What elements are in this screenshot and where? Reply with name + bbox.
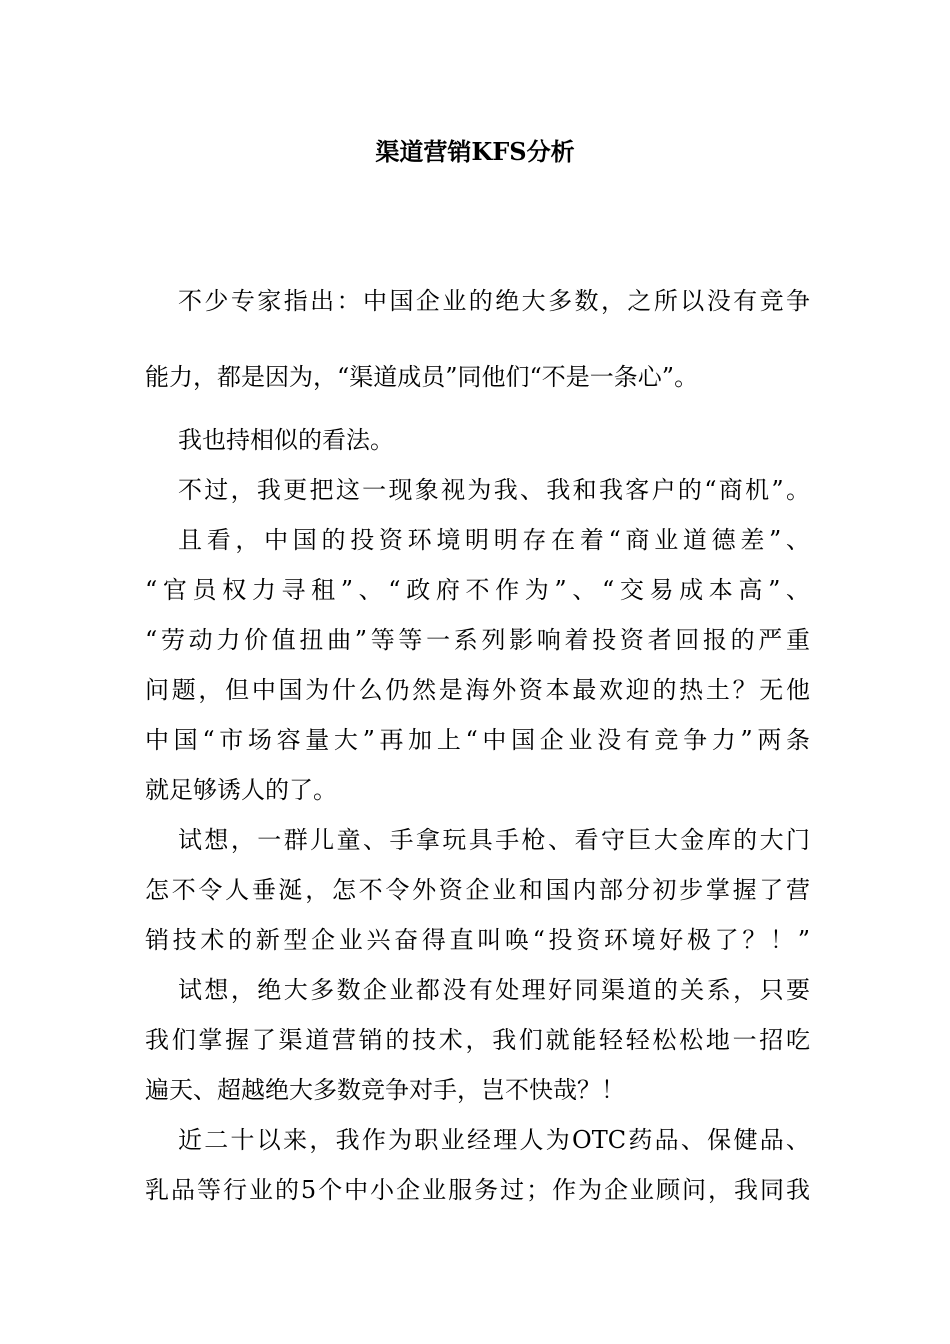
paragraph-line: 不过，我更把这一现象视为我、我和我客户的“商机”。 [178,476,810,504]
paragraph-line: 乳品等行业的5个中小企业服务过；作为企业顾问，我同我 [145,1176,810,1204]
paragraph-line: 近二十以来，我作为职业经理人为OTC药品、保健品、 [178,1126,810,1154]
paragraph-line: “官员权力寻租”、“政府不作为”、“交易成本高”、 [145,576,810,604]
paragraph-line: 试想，绝大多数企业都没有处理好同渠道的关系，只要 [178,976,810,1004]
paragraph-line: 能力，都是因为，“渠道成员”同他们“不是一条心”。 [145,363,699,391]
paragraph-line: “劳动力价值扭曲”等等一系列影响着投资者回报的严重 [145,626,810,654]
document-title: 渠道营销KFS分析 [375,137,575,166]
paragraph-line: 我也持相似的看法。 [178,426,394,454]
paragraph-line: 不少专家指出：中国企业的绝大多数，之所以没有竞争 [178,287,810,315]
paragraph-line: 问题，但中国为什么仍然是海外资本最欢迎的热土？无他 [145,676,810,704]
paragraph-line: 我们掌握了渠道营销的技术，我们就能轻轻松松地一招吃 [145,1026,810,1054]
paragraph-line: 销技术的新型企业兴奋得直叫唤“投资环境好极了？！” [145,926,810,954]
paragraph-line: 且看，中国的投资环境明明存在着“商业道德差”、 [178,526,810,554]
paragraph-line: 怎不令人垂涎，怎不令外资企业和国内部分初步掌握了营 [145,876,810,904]
paragraph-line: 遍天、超越绝大多数竞争对手，岂不快哉？！ [145,1076,625,1104]
paragraph-line: 中国“市场容量大”再加上“中国企业没有竞争力”两条 [145,726,810,754]
paragraph-line: 就足够诱人的了。 [145,776,337,804]
paragraph-line: 试想，一群儿童、手拿玩具手枪、看守巨大金库的大门 [178,826,810,854]
